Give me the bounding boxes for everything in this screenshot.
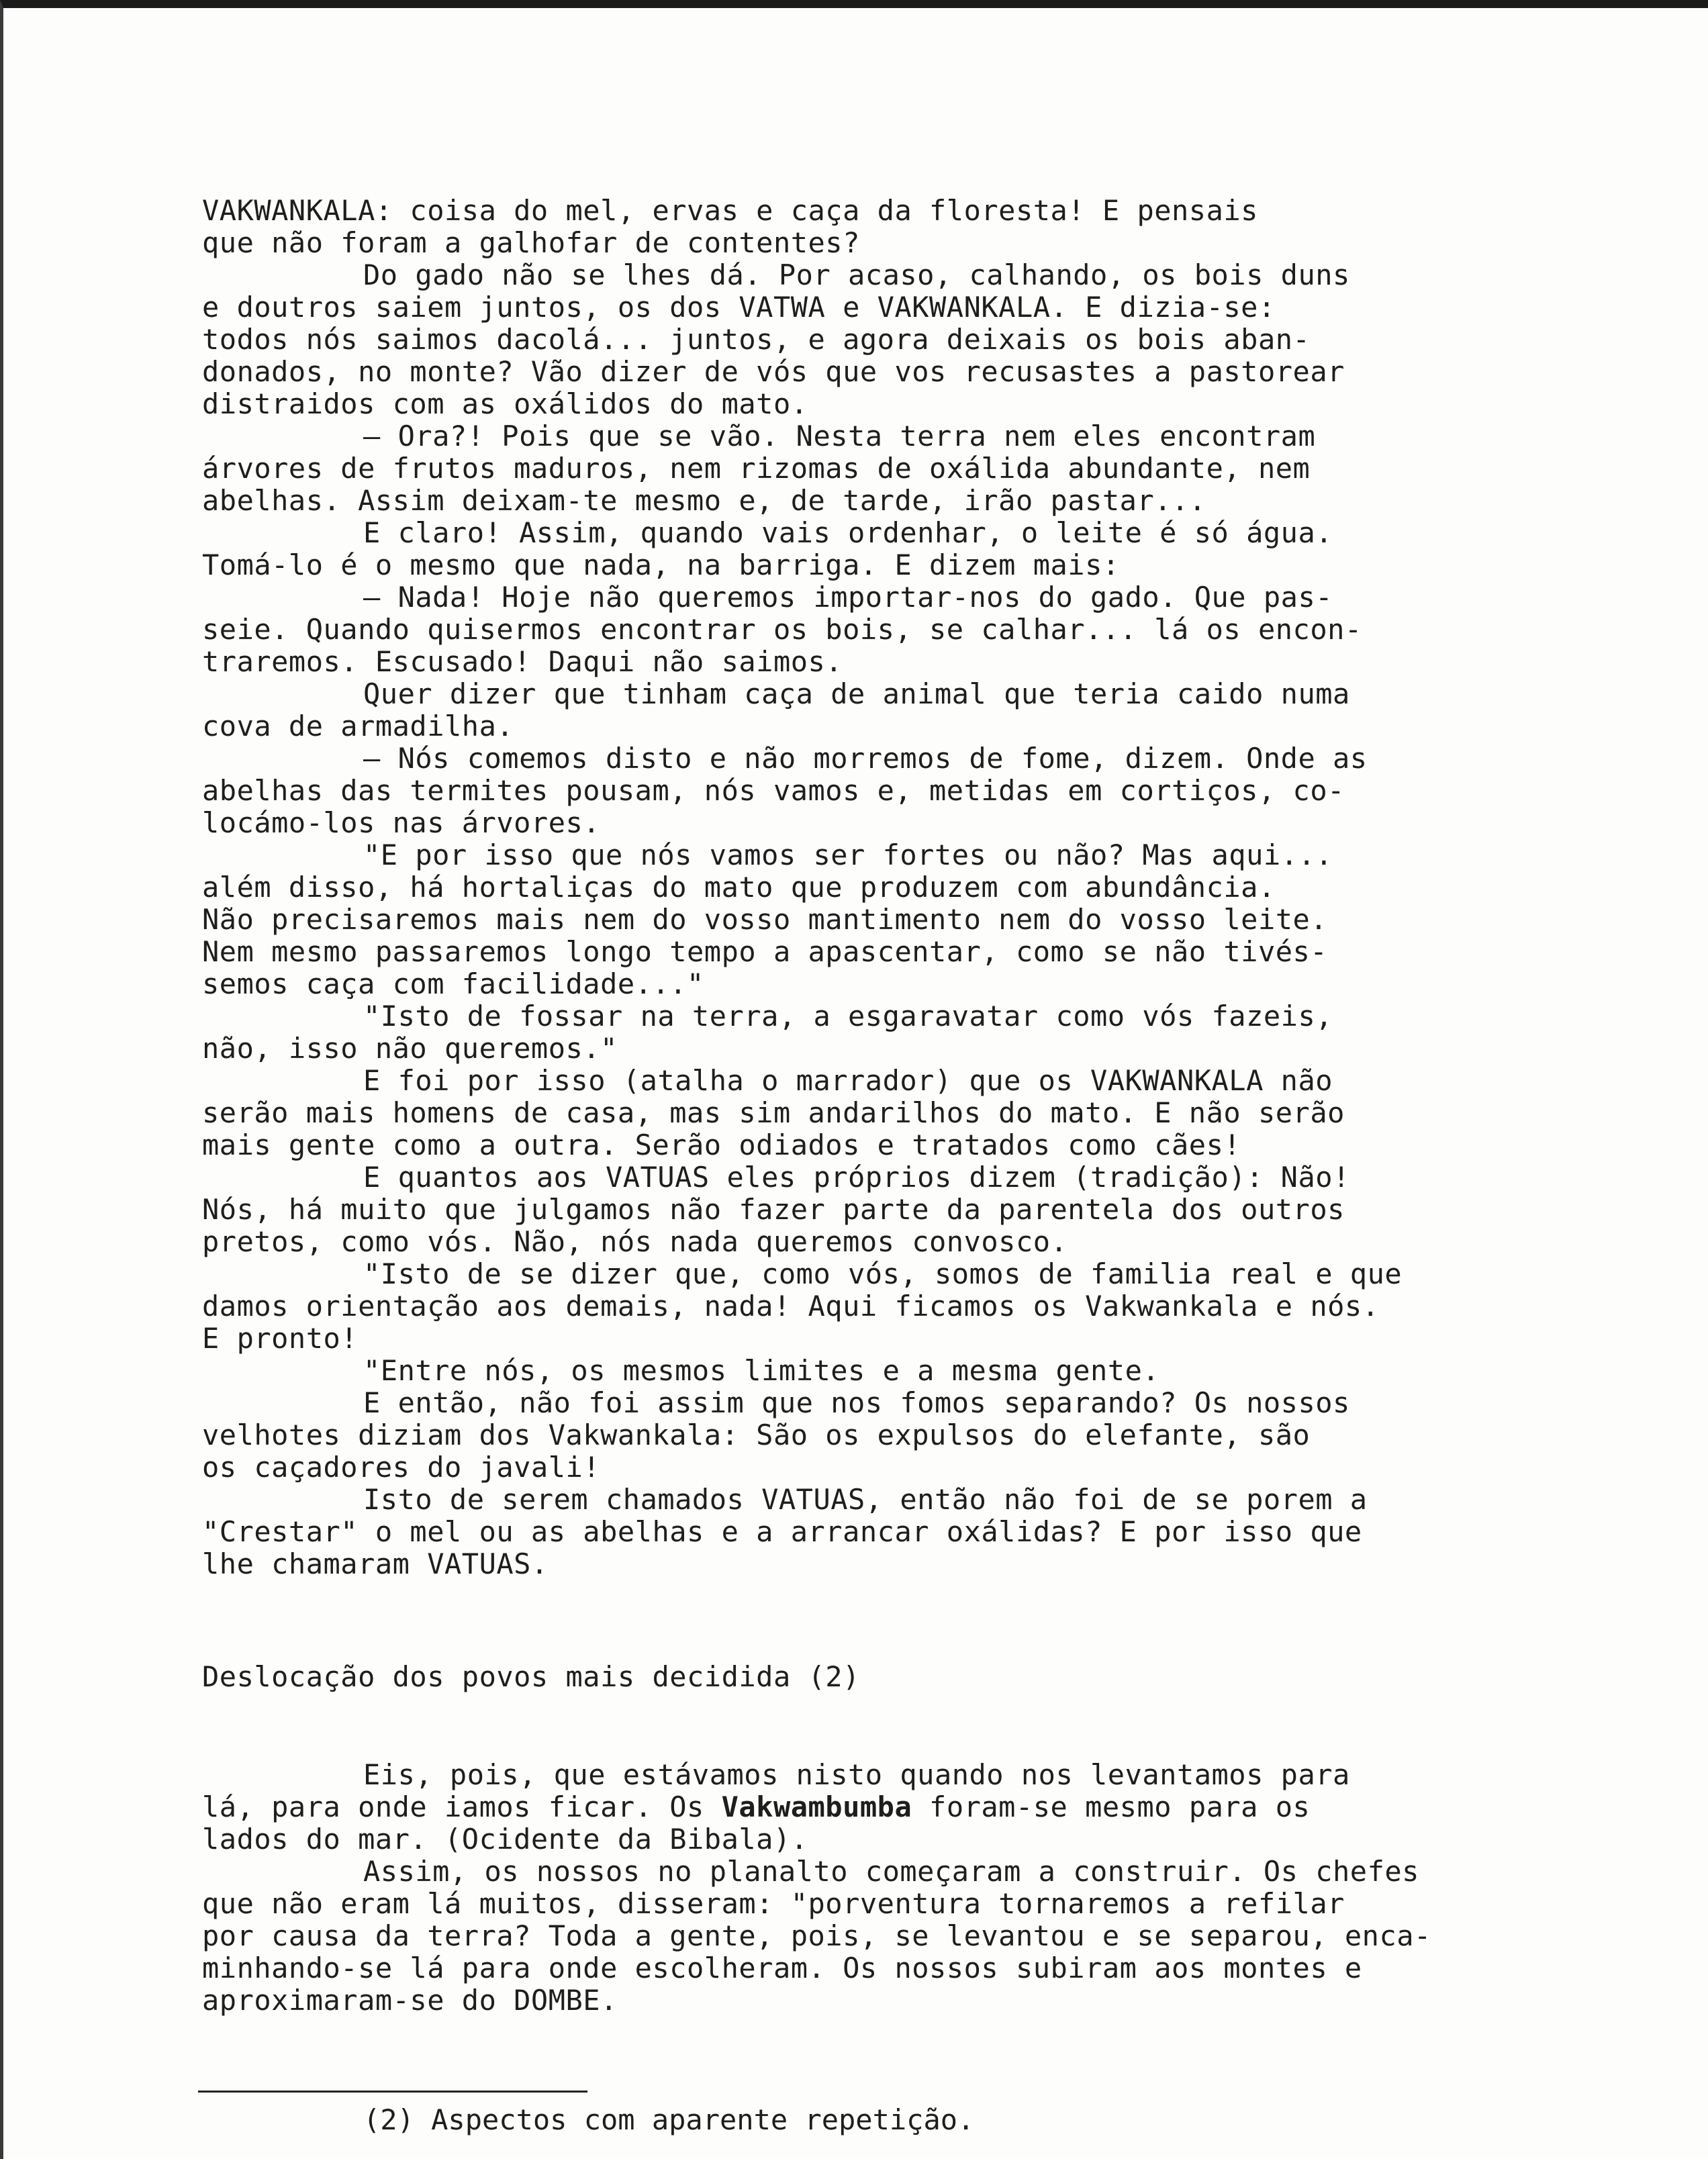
text-line: — Nada! Hoje não queremos importar-nos do gado. Que pas- (363, 581, 1333, 614)
text-line: velhotes diziam dos Vakwankala: São os expulsos do elefante, são (202, 1419, 1311, 1451)
text-line: lhe chamaram VATUAS. (202, 1547, 549, 1580)
text-line: "Isto de fossar na terra, a esgaravatar como vós fazeis, (363, 1000, 1333, 1033)
text-line: "E por isso que nós vamos ser fortes ou não? Mas aqui... (363, 838, 1333, 871)
section-heading (202, 1661, 1679, 1693)
text-line: pretos, como vós. Não, nós nada queremos convosco. (202, 1225, 1068, 1258)
text-line: locámo-los nas árvores. (202, 806, 601, 839)
text-line: Nem mesmo passaremos longo tempo a apascentar, como se não tivés- (202, 935, 1328, 968)
text-segment: lá, para onde iamos ficar. Os (202, 1790, 722, 1823)
main-text-block (202, 195, 1679, 1580)
text-line: donados, no monte? Vão dizer de vós que vos recusastes a pastorear (202, 355, 1345, 388)
text-line: que não foram a galhofar de contentes? (202, 226, 860, 259)
text-line: mais gente como a outra. Serão odiados e tratados como cães! (202, 1129, 1241, 1161)
text-line: "Entre nós, os mesmos limites e a mesma gente. (363, 1354, 1160, 1387)
text-line: Quer dizer que tinham caça de animal que teria caido numa (363, 677, 1350, 710)
text-line (202, 1791, 1679, 1823)
text-line: Do gado não se lhes dá. Por acaso, calhando, os bois duns (363, 258, 1350, 291)
footnote: (2) Aspectos com aparente repetição. (363, 2103, 975, 2136)
text-line: Assim, os nossos no planalto começaram a construir. Os chefes (363, 1855, 1419, 1888)
text-line: serão mais homens de casa, mas sim andarilhos do mato. E não serão (202, 1096, 1345, 1129)
text-line: — Ora?! Pois que se vão. Nesta terra nem eles encontram (363, 420, 1316, 452)
text-line: E foi por isso (atalha o marrador) que os VAKWANKALA não (363, 1064, 1333, 1097)
text-line: Nós, há muito que julgamos não fazer parte da parentela dos outros (202, 1193, 1345, 1226)
text-line: Tomá-lo é o mesmo que nada, na barriga. E dizem mais: (202, 548, 1120, 581)
text-line: todos nós saimos dacolá... juntos, e agora deixais os bois aban- (202, 323, 1311, 356)
text-line: por causa da terra? Toda a gente, pois, se levantou e se separou, enca- (202, 1919, 1431, 1952)
text-line: E então, não foi assim que nos fomos separando? Os nossos (363, 1386, 1350, 1419)
footnote-rule (198, 2091, 587, 2093)
text-line: minhando-se lá para onde escolheram. Os nossos subiram aos montes e (202, 1952, 1362, 1984)
text-line: E claro! Assim, quando vais ordenhar, o leite é só água. (363, 516, 1333, 549)
text-line: lados do mar. (Ocidente da Bibala). (202, 1823, 808, 1856)
text-line: os caçadores do javali! (202, 1451, 601, 1484)
text-line: aproximaram-se do DOMBE. (202, 1984, 618, 2017)
text-line: "Crestar" o mel ou as abelhas e a arrancar oxálidas? E por isso que (202, 1515, 1362, 1548)
text-line: Isto de serem chamados VATUAS, então não foi de se porem a (363, 1483, 1368, 1516)
text-line: traremos. Escusado! Daqui não saimos. (202, 645, 843, 678)
text-line: E pronto! (202, 1322, 359, 1355)
text-line: damos orientação aos demais, nada! Aqui ficamos os Vakwankala e nós. (202, 1290, 1380, 1323)
text-line: Eis, pois, que estávamos nisto quando nos levantamos para (363, 1758, 1350, 1791)
bold-name: Vakwambumba (721, 1790, 912, 1823)
second-text-block (202, 1759, 1679, 2017)
text-line: abelhas das termites pousam, nós vamos e, metidas em cortiços, co- (202, 774, 1345, 807)
text-line: — Nós comemos disto e não morremos de fome, dizem. Onde as (363, 742, 1368, 775)
text-line: e doutros saiem juntos, os dos VATWA e VAKWANKALA. E dizia-se: (202, 291, 1276, 324)
text-line: semos caça com facilidade..." (202, 967, 704, 1000)
text-line: distraidos com as oxálidos do mato. (202, 387, 808, 420)
text-line: abelhas. Assim deixam-te mesmo e, de tarde, irão pastar... (202, 484, 1206, 517)
text-line: "Isto de se dizer que, como vós, somos de familia real e que (363, 1257, 1403, 1290)
text-segment: foram-se mesmo para os (912, 1790, 1311, 1823)
text-line: E quantos aos VATUAS eles próprios dizem (tradição): Não! (363, 1161, 1350, 1194)
text-line: seie. Quando quisermos encontrar os bois, se calhar... lá os encon- (202, 613, 1362, 646)
heading-text: Deslocação dos povos mais decidida (2) (202, 1660, 860, 1693)
text-line: Não precisaremos mais nem do vosso mantimento nem do vosso leite. (202, 903, 1328, 936)
text-line: VAKWANKALA: coisa do mel, ervas e caça da floresta! E pensais (202, 194, 1258, 227)
text-line: cova de armadilha. (202, 710, 514, 742)
text-line: não, isso não queremos." (202, 1032, 618, 1065)
text-line: árvores de frutos maduros, nem rizomas de oxálida abundante, nem (202, 452, 1311, 485)
text-line: além disso, há hortaliças do mato que produzem com abundância. (202, 871, 1276, 904)
text-line: que não eram lá muitos, disseram: "porventura tornaremos a refilar (202, 1887, 1345, 1920)
